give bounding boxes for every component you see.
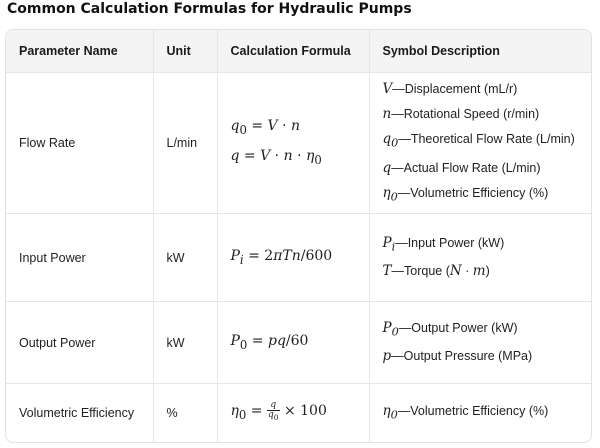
header-calculation-formula: Calculation Formula xyxy=(217,30,369,73)
symbol-desc: Volumetric Efficiency (%) xyxy=(410,403,549,418)
formula-cell xyxy=(217,302,369,384)
formula: $P_i = 2\pi Tn/600$ xyxy=(230,247,333,267)
symbol-desc: Theoretical Flow Rate (L/min) xyxy=(410,131,575,146)
symbol-line: q—Actual Flow Rate (L/min) xyxy=(382,159,541,176)
symbol-description-cell xyxy=(369,302,591,384)
formula: $q_0 = V \cdot n$ xyxy=(230,118,301,137)
symbol-line: n—Rotational Speed (r/min) xyxy=(382,105,540,122)
formula: $q = V \cdot n \cdot \eta_0$ xyxy=(230,148,322,167)
symbol-desc: Displacement (mL/r) xyxy=(404,81,518,96)
symbol: V xyxy=(382,80,393,97)
parameter-name: Volumetric Efficiency xyxy=(6,384,153,443)
unit: L/min xyxy=(153,73,217,214)
unit: kW xyxy=(153,302,217,384)
symbol: $q_0$ xyxy=(382,130,399,150)
symbol-desc: Volumetric Efficiency (%) xyxy=(410,185,549,200)
symbol-line: $P_0—Output$ Power (kW) xyxy=(382,319,518,339)
symbol: $P_i$ xyxy=(382,234,396,254)
symbol: $\eta_0$ xyxy=(382,402,398,422)
symbol: p xyxy=(382,348,392,365)
symbol-line: $\eta_0—Volumetric$ Efficiency (%) xyxy=(382,184,549,204)
header-symbol-description: Symbol Description xyxy=(369,30,591,73)
formula-cell xyxy=(217,214,369,302)
symbol-line: V—Displacement (mL/r) xyxy=(382,80,518,97)
table-row-output-power xyxy=(6,302,591,384)
header-unit: Unit xyxy=(153,30,217,73)
unit: % xyxy=(153,384,217,443)
table-row-input-power xyxy=(6,214,591,302)
unit: kW xyxy=(153,214,217,302)
symbol-description-cell xyxy=(369,73,591,214)
symbol-desc: Actual Flow Rate (L/min) xyxy=(403,160,541,175)
symbol: T xyxy=(382,263,392,280)
symbol-line: T—Torque (N · m) xyxy=(382,263,490,280)
parameter-name: Output Power xyxy=(6,302,153,384)
symbol: $P_0$ xyxy=(382,319,399,339)
parameter-name: Input Power xyxy=(6,214,153,302)
symbol-line: p—Output Pressure (MPa) xyxy=(382,348,533,365)
symbol-line: $P_i—Input$ Power (kW) xyxy=(382,234,505,254)
symbol-line: $\eta_0—Volumetric$ Efficiency (%) xyxy=(382,402,549,422)
page-title: Common Calculation Formulas for Hydraulic Pumps xyxy=(7,1,412,17)
symbol-description-cell xyxy=(369,384,591,443)
table-row-volumetric-efficiency xyxy=(6,384,591,443)
symbol: q xyxy=(382,159,392,176)
symbol-desc: Output Power (kW) xyxy=(411,320,518,335)
formula-table-container xyxy=(5,29,592,443)
header-parameter-name: Parameter Name xyxy=(6,30,153,73)
symbol-line: $q_0—Theoretical$ Flow Rate (L/min) xyxy=(382,130,575,150)
symbol: $\eta_0$ xyxy=(382,184,398,204)
parameter-name: Flow Rate xyxy=(6,73,153,214)
symbol-desc: Rotational Speed (r/min) xyxy=(403,106,540,121)
symbol-desc: Output Pressure (MPa) xyxy=(403,349,533,364)
formula: $\eta_0$ = $\frac{q}{q_0}$ × 100 xyxy=(230,399,327,422)
symbol-desc: Input Power (kW) xyxy=(407,235,505,250)
symbol-description-cell xyxy=(369,214,591,302)
table-row-flow-rate xyxy=(6,73,591,214)
table-header-row xyxy=(6,30,591,73)
formula-cell xyxy=(217,384,369,443)
formula: $P_0 = pq/60$ xyxy=(230,332,309,352)
symbol: n xyxy=(382,105,392,122)
formula-cell xyxy=(217,73,369,214)
formula-table xyxy=(6,30,591,442)
